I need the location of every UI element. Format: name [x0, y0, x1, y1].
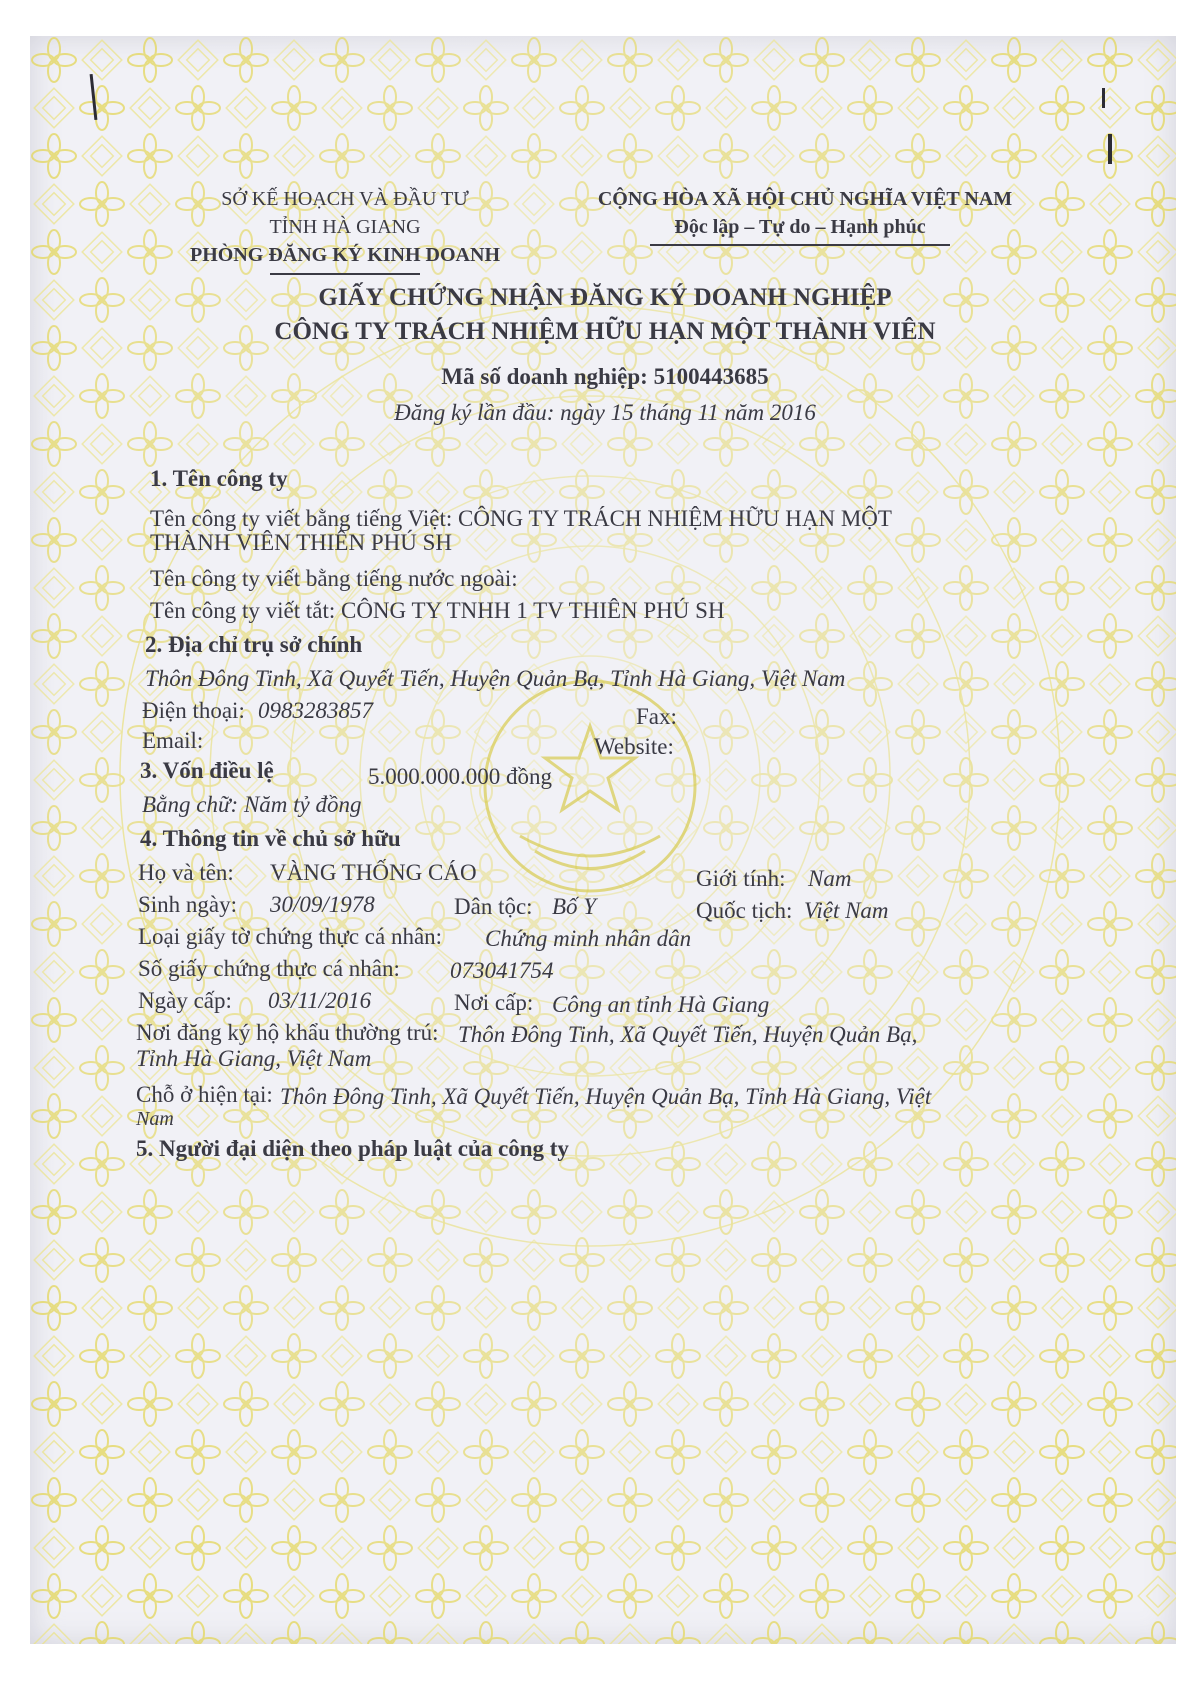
- first-registration-date: Đăng ký lần đầu: ngày 15 tháng 11 năm 2016: [394, 400, 816, 425]
- company-type-title: CÔNG TY TRÁCH NHIỆM HỮU HẠN MỘT THÀNH VIÊN: [274, 318, 936, 345]
- nationality-value: Việt Nam: [804, 898, 889, 923]
- ethnicity-label: Dân tộc:: [454, 894, 533, 919]
- permanent-residence-value-cont: Tỉnh Hà Giang, Việt Nam: [136, 1046, 372, 1071]
- gender-label: Giới tính:: [696, 866, 786, 891]
- issuer-underline: [270, 273, 420, 275]
- id-type-label: Loại giấy tờ chứng thực cá nhân:: [138, 924, 443, 949]
- current-residence-value-cont: Nam: [136, 1108, 174, 1130]
- certificate-page: [30, 36, 1176, 1644]
- current-residence-value: Thôn Đông Tinh, Xã Quyết Tiến, Huyện Quản Bạ, Tỉnh Hà Giang, Việt: [280, 1084, 932, 1109]
- company-name-short: Tên công ty viết tắt: CÔNG TY TNHH 1 TV THIÊN PHÚ SH: [150, 598, 725, 623]
- charter-capital-amount: 5.000.000.000 đồng: [368, 764, 552, 789]
- gender-value: Nam: [808, 866, 852, 891]
- id-number-label: Số giấy chứng thực cá nhân:: [138, 956, 400, 981]
- head-office-address: Thôn Đông Tinh, Xã Quyết Tiến, Huyện Quản Bạ, Tỉnh Hà Giang, Việt Nam: [145, 666, 846, 691]
- section-4-heading: 4. Thông tin về chủ sở hữu: [140, 826, 401, 851]
- document-title: GIẤY CHỨNG NHẬN ĐĂNG KÝ DOANH NGHIỆP: [318, 284, 892, 311]
- issuer-office: PHÒNG ĐĂNG KÝ KINH DOANH: [190, 244, 500, 266]
- ethnicity-value: Bố Y: [552, 894, 597, 919]
- dob-value: 30/09/1978: [270, 892, 375, 917]
- owner-name-value: VÀNG THỐNG CÁO: [270, 860, 477, 885]
- company-name-vietnamese-cont: THÀNH VIÊN THIÊN PHÚ SH: [150, 530, 452, 555]
- nationality-label: Quốc tịch:: [696, 898, 793, 923]
- motto-underline: [650, 244, 950, 246]
- phone-label: Điện thoại:: [142, 698, 245, 723]
- company-name-vietnamese: Tên công ty viết bằng tiếng Việt: CÔNG TY TRÁCH NHIỆM HỮU HẠN MỘT: [150, 506, 892, 531]
- phone-value: 0983283857: [258, 698, 373, 723]
- permanent-residence-label: Nơi đăng ký hộ khẩu thường trú:: [136, 1020, 439, 1045]
- section-2-heading: 2. Địa chỉ trụ sở chính: [145, 632, 363, 657]
- website-label: Website:: [594, 734, 674, 759]
- owner-name-label: Họ và tên:: [138, 860, 234, 885]
- issue-place-label: Nơi cấp:: [454, 990, 534, 1015]
- section-5-heading: 5. Người đại diện theo pháp luật của công ty: [136, 1136, 569, 1161]
- id-type-value: Chứng minh nhân dân: [485, 926, 692, 951]
- section-1-heading: 1. Tên công ty: [150, 466, 288, 491]
- email-label: Email:: [142, 728, 204, 753]
- current-residence-label: Chỗ ở hiện tại:: [136, 1082, 273, 1107]
- issuer-province: TỈNH HÀ GIANG: [269, 216, 421, 238]
- issuer-department: SỞ KẾ HOẠCH VÀ ĐẦU TƯ: [221, 188, 469, 210]
- dob-label: Sinh ngày:: [138, 892, 238, 917]
- country-motto: Độc lập – Tự do – Hạnh phúc: [674, 216, 926, 238]
- issue-date-value: 03/11/2016: [268, 988, 372, 1013]
- fax-label: Fax:: [636, 704, 677, 729]
- section-3-heading: 3. Vốn điều lệ: [140, 758, 274, 783]
- issue-place-value: Công an tỉnh Hà Giang: [552, 992, 770, 1017]
- charter-capital-in-words: Bằng chữ: Năm tỷ đồng: [142, 792, 362, 817]
- corner-mark: [1108, 134, 1112, 164]
- company-name-foreign: Tên công ty viết bằng tiếng nước ngoài:: [150, 566, 518, 591]
- issue-date-label: Ngày cấp:: [138, 988, 232, 1013]
- corner-mark: [1102, 88, 1105, 108]
- enterprise-code: Mã số doanh nghiệp: 5100443685: [441, 364, 769, 389]
- id-number-value: 073041754: [450, 958, 554, 983]
- permanent-residence-value: Thôn Đông Tinh, Xã Quyết Tiến, Huyện Quản Bạ,: [458, 1022, 918, 1047]
- country-name: CỘNG HÒA XÃ HỘI CHỦ NGHĨA VIỆT NAM: [597, 188, 1013, 210]
